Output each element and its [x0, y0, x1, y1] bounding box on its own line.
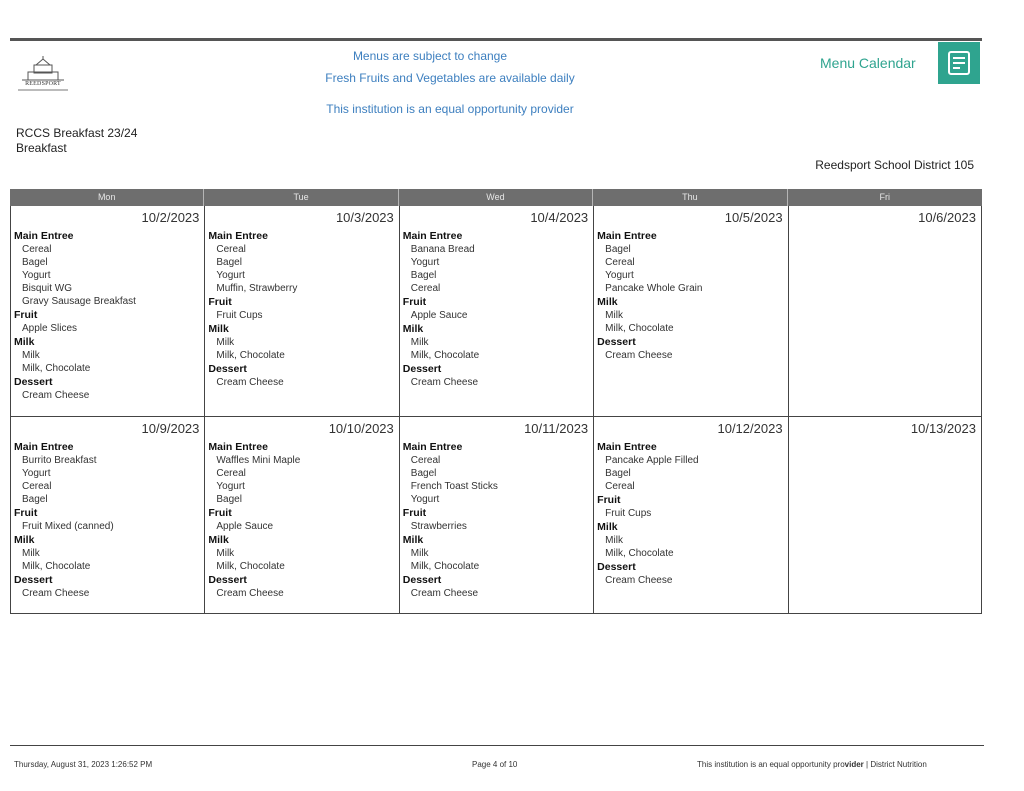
menu-item: Apple Sauce [216, 521, 274, 532]
day-date: 10/9/2023 [141, 421, 200, 436]
logo-text: REEDSPORT [25, 81, 61, 87]
menu-category: Fruit [208, 507, 232, 519]
menu-category: Milk [402, 534, 424, 546]
menu-item: Milk [216, 548, 235, 559]
menu-item: Waffles Mini Maple [216, 455, 301, 466]
day-cell [10, 206, 204, 416]
weekday-thu: Thu [593, 189, 787, 206]
menu-calendar [10, 189, 982, 614]
menu-item: Cream Cheese [410, 377, 479, 388]
menu-item: Strawberries [410, 521, 467, 532]
menu-item: Milk [605, 310, 623, 321]
menu-category: Milk [208, 323, 229, 335]
notice-subject-to-change: Menus are subject to change [352, 49, 508, 63]
menu-item: Cereal [410, 283, 441, 294]
menu-item: Milk, Chocolate [22, 561, 91, 572]
menu-calendar-icon [938, 42, 980, 84]
menu-item: Cream Cheese [410, 588, 479, 599]
top-rule [10, 38, 982, 41]
menu-item: Pancake Whole Grain [605, 283, 703, 294]
district-logo [14, 56, 72, 94]
menu-item: French Toast Sticks [410, 481, 498, 492]
weekday-tue: Tue [204, 189, 398, 206]
menu-item: Muffin, Strawberry [216, 283, 298, 294]
district-name: Reedsport School District 105 [815, 158, 974, 172]
menu-item: Milk, Chocolate [410, 561, 480, 572]
menu-item: Milk, Chocolate [605, 323, 674, 334]
menu-item: Cream Cheese [216, 377, 284, 388]
menu-category: Main Entree [14, 230, 74, 242]
menu-category: Fruit [14, 309, 38, 321]
menu-item: Pancake Apple Filled [605, 455, 699, 466]
menu-category: Dessert [208, 363, 247, 375]
day-cell [399, 206, 593, 416]
menu-item: Bagel [605, 468, 631, 479]
menu-item: Milk [22, 548, 40, 559]
day-date: 10/6/2023 [918, 210, 976, 225]
menu-item: Milk [410, 337, 429, 348]
day-date: 10/12/2023 [717, 421, 783, 436]
menu-item: Yogurt [216, 481, 245, 492]
menu-category: Main Entree [402, 230, 463, 242]
day-cell [10, 417, 204, 613]
day-date: 10/5/2023 [724, 210, 783, 225]
day-cell [204, 417, 398, 613]
menu-category: Fruit [14, 507, 38, 519]
day-date: 10/11/2023 [524, 421, 589, 436]
menu-item: Fruit Cups [605, 508, 652, 519]
menu-item: Cereal [22, 244, 52, 255]
menu-category: Fruit [208, 296, 232, 308]
weekday-fri: Fri [879, 192, 890, 202]
menu-calendar-label: Menu Calendar [820, 55, 916, 71]
menu-item: Bagel [410, 270, 437, 281]
menu-item: Bagel [216, 494, 242, 505]
menu-category: Milk [14, 336, 35, 348]
menu-item: Yogurt [410, 494, 440, 505]
menu-item: Cream Cheese [605, 575, 673, 586]
footer-provider [697, 760, 927, 769]
menu-item: Cereal [216, 468, 246, 479]
menu-category: Main Entree [597, 230, 657, 242]
menu-item: Cereal [216, 244, 246, 255]
weekday-header [10, 189, 982, 206]
menu-item: Yogurt [22, 270, 51, 281]
weekday-mon: Mon [10, 189, 204, 206]
menu-item: Bisquit WG [22, 283, 73, 294]
menu-category: Dessert [14, 376, 53, 388]
day-date: 10/13/2023 [910, 421, 976, 436]
menu-item: Bagel [216, 257, 242, 268]
menu-item: Bagel [410, 468, 437, 479]
menu-category: Dessert [597, 336, 636, 348]
footer-page-number: Page 4 of 10 [472, 760, 518, 769]
menu-item: Bagel [22, 257, 48, 268]
menu-item: Cream Cheese [605, 350, 673, 361]
day-cell [593, 206, 787, 416]
menu-category: Dessert [597, 561, 636, 573]
menu-category: Milk [402, 323, 424, 335]
menu-category: Main Entree [208, 441, 268, 453]
menu-item: Cereal [605, 257, 635, 268]
day-date: 10/4/2023 [530, 210, 589, 225]
day-date: 10/2/2023 [141, 210, 200, 225]
menu-category: Fruit [402, 507, 427, 519]
logo-underline [18, 89, 68, 91]
menu-title-block [16, 126, 137, 156]
menu-item: Milk, Chocolate [216, 561, 285, 572]
day-cell [593, 417, 787, 613]
menu-item: Milk, Chocolate [216, 350, 285, 361]
notice-equal-opportunity: This institution is an equal opportunity provider [326, 102, 574, 116]
menu-item: Yogurt [216, 270, 245, 281]
menu-item: Milk, Chocolate [22, 363, 91, 374]
day-date: 10/10/2023 [328, 421, 394, 436]
menu-category: Dessert [402, 363, 442, 375]
menu-category: Milk [597, 296, 618, 308]
day-cell [788, 417, 982, 613]
menu-subtitle: Breakfast [16, 141, 67, 155]
menu-category: Dessert [402, 574, 442, 586]
menu-item: Gravy Sausage Breakfast [22, 296, 136, 307]
menu-category: Milk [208, 534, 229, 546]
day-cell [788, 206, 982, 416]
menu-category: Main Entree [402, 441, 463, 453]
menu-category: Fruit [597, 494, 621, 506]
weekday-wed: Wed [399, 189, 593, 206]
menu-item: Milk, Chocolate [605, 548, 674, 559]
week-row [10, 206, 982, 417]
menu-category: Dessert [208, 574, 247, 586]
menu-item: Cream Cheese [22, 588, 90, 599]
menu-item: Fruit Mixed (canned) [22, 521, 114, 532]
menu-item: Cream Cheese [216, 588, 284, 599]
day-cell [399, 417, 593, 613]
menu-item: Burrito Breakfast [22, 455, 97, 466]
menu-item: Milk [605, 535, 623, 546]
footer-nutrition: District Nutrition [870, 760, 927, 769]
menu-category: Main Entree [14, 441, 74, 453]
menu-item: Milk [216, 337, 235, 348]
menu-item: Yogurt [22, 468, 51, 479]
menu-item: Yogurt [410, 257, 440, 268]
footer-separator: | [866, 760, 871, 769]
menu-category: Milk [14, 534, 35, 546]
menu-item: Cereal [605, 481, 635, 492]
menu-item: Fruit Cups [216, 310, 263, 321]
footer-rule [10, 745, 984, 746]
menu-item: Apple Slices [22, 323, 78, 334]
menu-category: Milk [597, 521, 618, 533]
menu-item: Banana Bread [410, 244, 475, 255]
menu-item: Cereal [410, 455, 441, 466]
notice-fresh-fruits: Fresh Fruits and Vegetables are available daily [325, 71, 575, 85]
menu-item: Milk [22, 350, 40, 361]
footer-timestamp: Thursday, August 31, 2023 1:26:52 PM [14, 760, 153, 769]
menu-category: Fruit [402, 296, 427, 308]
menu-item: Milk [410, 548, 429, 559]
menu-item: Milk, Chocolate [410, 350, 480, 361]
menu-item: Bagel [22, 494, 48, 505]
menu-category: Main Entree [597, 441, 657, 453]
footer-provider-text: This institution is an equal opportunity pro [697, 760, 845, 769]
menu-item: Yogurt [605, 270, 634, 281]
day-date: 10/3/2023 [335, 210, 394, 225]
menu-category: Dessert [14, 574, 53, 586]
week-row [10, 417, 982, 614]
day-cell [204, 206, 398, 416]
menu-item: Cereal [22, 481, 52, 492]
menu-item: Bagel [605, 244, 631, 255]
menu-category: Main Entree [208, 230, 268, 242]
menu-item: Apple Sauce [410, 310, 468, 321]
menu-item: Cream Cheese [22, 390, 90, 401]
footer-brand: vider [844, 760, 864, 769]
menu-title: RCCS Breakfast 23/24 [16, 126, 138, 140]
